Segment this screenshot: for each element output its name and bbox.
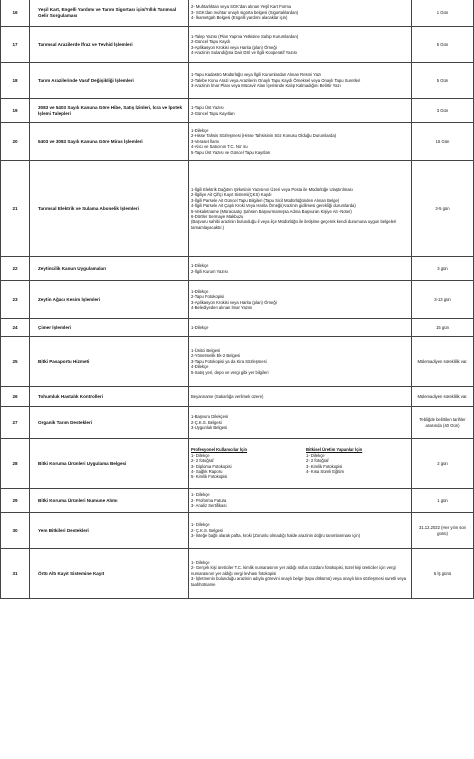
table-row — [1, 439, 474, 489]
table-body — [1, 0, 474, 599]
completion-time: 31.12.2022 (Her yılın son günü) — [412, 513, 474, 549]
document-item: 4-Dilekçe — [191, 364, 209, 370]
document-group-heading: Bitkisel Üretim Yapanlar İçin — [306, 447, 363, 453]
document-item: 2-Yönetmelik Ek-2 Belgesi — [191, 353, 241, 359]
service-name: Tarım Arazilerinde Vasıf Değişikliği İşlemleri — [30, 63, 189, 99]
required-documents — [189, 0, 412, 27]
document-item: 4- Kısa Süreli Eğitim — [306, 468, 344, 474]
table-row — [1, 407, 474, 439]
document-item: 1- Dilekçe — [191, 522, 210, 528]
document-item: 3- Analiz Sertifikası — [191, 503, 227, 509]
row-number: 18 — [1, 63, 30, 99]
document-item: 4- İkametgah Belgesi (Engelli yardımı alacaklar için) — [191, 15, 288, 21]
completion-time: 15 Gün — [412, 123, 474, 161]
completion-time: 3-5 gün — [412, 161, 474, 257]
required-documents — [189, 281, 412, 319]
document-item: 1-Dilekçe — [191, 263, 209, 269]
document-item: 2-Güncel Tapu Kaydı — [191, 39, 231, 45]
required-documents — [189, 319, 412, 337]
completion-time: 2 gün — [412, 439, 474, 489]
table-row — [1, 0, 474, 27]
document-item: 3- Diploma Fotokopisi — [191, 463, 232, 469]
required-documents — [189, 489, 412, 513]
required-documents — [189, 257, 412, 281]
document-item: 6-Dörtler Sermaye Makbuzu — [191, 213, 244, 219]
document-item: 1-Tapu Kadastro Müdürlüğü veya İlgili Kurumlardan Alınan Resmi Yazı — [191, 72, 322, 78]
table-row — [1, 63, 474, 99]
service-name: Bitki Pasaportu Hizmeti — [30, 337, 189, 387]
document-item: 3- Kimlik Fotokopisi — [306, 463, 343, 469]
service-name: Örtü Altı Kayıt Sistemine Kayıt — [30, 549, 189, 599]
table-row — [1, 319, 474, 337]
document-item: 5- Kimlik Fotokopisi — [191, 474, 228, 480]
table-row — [1, 123, 474, 161]
document-item: 3-Uygunluk Belgesi — [191, 425, 228, 431]
service-name: Organik Tarım Destekleri — [30, 407, 189, 439]
document-item: 4-Belediyeden alınan İmar Yazısı — [191, 304, 253, 310]
document-item: 1- Dilekçe — [191, 559, 210, 565]
document-item: 2- Proforma Fatura — [191, 497, 227, 503]
row-number: 24 — [1, 319, 30, 337]
completion-time: Mülemadiyen süreklilik var. — [412, 387, 474, 407]
document-item: 1- Dilekçe — [306, 452, 325, 458]
document-item: 3-Tapu Fotokopisi ya da Kira Sözleşmesi — [191, 358, 267, 364]
completion-time: 5 İş günü — [412, 549, 474, 599]
required-documents — [189, 407, 412, 439]
completion-time: Mülemadiyen süreklilik var. — [412, 337, 474, 387]
completion-time: 15 gün — [412, 319, 474, 337]
document-item: 2-İlgili Kurum Yazısı — [191, 268, 228, 274]
required-documents — [189, 439, 412, 489]
table-row — [1, 337, 474, 387]
row-number: 31 — [1, 549, 30, 599]
completion-time: 5 Gün — [412, 27, 474, 63]
row-number: 16 — [1, 0, 30, 27]
completion-time: 1 Gün — [412, 0, 474, 27]
required-documents — [189, 387, 412, 407]
document-item: 3- İşletmenin bulunduğu arazinin adıyla görevini onaylı belge (tapu dökümü) veya onaylı kira sözleşmesi suretli veya taahhütname — [191, 576, 407, 587]
table-row — [1, 549, 474, 599]
document-item: 1- Dilekçe — [191, 492, 210, 498]
completion-time: 5 Gün — [412, 63, 474, 99]
required-documents — [189, 549, 412, 599]
document-item: 2- 2 fotoğraf — [306, 458, 329, 464]
required-documents — [189, 161, 412, 257]
document-item: 2- Gerçek kişi üreticiler T.C. kimlik numarasının yer aldığı nüfus cüzdanı fotokopisi, tüzel kişi üreticiler için vergi numarasının yer aldığı vergi levhası fotokopisi — [191, 565, 396, 576]
document-item: 4-İlgili Parsele Ait Çaplı Kroki Veya Harita Örneği(Arazinin gidilmesi gerekliği durumlarda) — [191, 203, 356, 209]
document-item: 5-Tapu Üst Yazısı ve Güncel Tapu Kayıtları — [191, 149, 271, 155]
row-number: 25 — [1, 337, 30, 387]
service-name: 5403 ve 3083 Sayılı Kanuna Göre Miras İşlemleri — [30, 123, 189, 161]
table-row — [1, 513, 474, 549]
service-name: Tarımsal Arazilerde İfraz ve Tevhid İşlemleri — [30, 27, 189, 63]
document-item: 3- SGK'dan muhtar onaylı sigorta belgesi (Sigortalılardan) — [191, 9, 299, 15]
service-name: Çimer İşlemleri — [30, 319, 189, 337]
row-number: 17 — [1, 27, 30, 63]
table-row — [1, 387, 474, 407]
required-documents — [189, 123, 412, 161]
row-number: 21 — [1, 161, 30, 257]
completion-time: 1 gün — [412, 489, 474, 513]
service-name: Bitki Koruma Ürünleri Numune Alımı — [30, 489, 189, 513]
document-item: 2-Güncel Tapu Kayıtları — [191, 110, 235, 116]
service-name: Tarımsal Elektrik ve Sulama Abonelik İşlemleri — [30, 161, 189, 257]
service-name: Yem Bitkileri Destekleri — [30, 513, 189, 549]
row-number: 26 — [1, 387, 30, 407]
document-item: 4-Alıcı ve Satıcının T.C. No' su — [191, 144, 248, 150]
document-item: 5-Vekaletname (Müracaatçı Şahsen Başvurmamışsa Adına Başvuran Kişiye Ait -Noter) — [191, 208, 352, 214]
document-item: (Başvuru sahibi arazinin bulunduğu il veya ilçe Müdürlüğü ile iletişime geçerek kendi durumuna uygun belgeleri tamamlayacaktır.) — [191, 219, 397, 230]
row-number: 23 — [1, 281, 30, 319]
row-number: 27 — [1, 407, 30, 439]
service-name: Yeşil Kart, Engelli Yardımı ve Tarım Sigortası için/Yıllık Tarımsal Gelir Sorgulaması — [30, 0, 189, 27]
completion-time: Tebliğde belirtilen tarihler arasında (40 Gün) — [412, 407, 474, 439]
document-item: 3-Arazinin İmar Planı veya Mücavir Alan İçerisinde Kalıp Kalmadığını Belirtir Yazı — [191, 83, 341, 89]
row-number: 20 — [1, 123, 30, 161]
document-item: 2-Tapu Fotokopisi — [191, 294, 225, 300]
table-row — [1, 99, 474, 123]
document-item: 3-İlgili Parsele Ait Güncel Tapu Bilgileri (Tapu Sicil Müdürlüğünden Alınan Belge) — [191, 197, 340, 203]
document-item: 1-Dilekçe — [191, 288, 209, 294]
required-documents — [189, 99, 412, 123]
document-item: 1- Dilekçe — [191, 452, 210, 458]
row-number: 28 — [1, 439, 30, 489]
document-item: 4-Arazinin Sulandığına Dair DSİ ve İlgili Kooperatif Yazısı — [191, 49, 297, 55]
required-documents — [189, 513, 412, 549]
required-documents — [189, 337, 412, 387]
table-row — [1, 161, 474, 257]
document-item: 2-Talebe Konu Arazi veya Arazilerin Onaylı Tapu Kaydı Örneksel veya Onaylı Tapu Suretleri — [191, 77, 361, 83]
service-name: 3083 ve 5403 Sayılı Kanuna Göre Hibe, Satış İzinleri, İcra ve İpotek İşlemi Talepleri — [30, 99, 189, 123]
completion-time: 3 Gün — [412, 99, 474, 123]
document-item: 3-Aplikasyon Krokisi veya Harita (plan) Örneği — [191, 44, 277, 50]
table-row — [1, 27, 474, 63]
service-name: Tohumluk Hastalık Kontrolleri — [30, 387, 189, 407]
document-item: 1-Dilekçe — [191, 324, 209, 330]
document-item: 1-İlgili Elektrik Dağıtım Şirketinin Yazısının Üzeri veya Posta ile Müdürlüğe Ulaştırılması — [191, 186, 353, 192]
document-item: Beyanname (Sakarlığa verilmek üzere) — [191, 393, 264, 399]
table-row — [1, 257, 474, 281]
required-documents — [189, 63, 412, 99]
required-documents — [189, 27, 412, 63]
document-item: 2- Ç.K.S. Belgesi — [191, 527, 223, 533]
completion-time: 3 gün — [412, 257, 474, 281]
row-number: 22 — [1, 257, 30, 281]
document-item: 2- Muhtarlıktan veya SGK'dan alınan Yeşil Kart Formu — [191, 4, 292, 10]
table-row — [1, 489, 474, 513]
service-name: Zeytin Ağacı Kesim İşlemleri — [30, 281, 189, 319]
document-item: 2-Hisse Tahsis Sözleşmesi (Hisse Tahsisinin Söz Konusu Olduğu Durumlarda) — [191, 133, 337, 139]
completion-time: 3-13 gün — [412, 281, 474, 319]
document-item: 1-Talep Yazısı (Plan Yapma Yetkisine Sahip Kurumlardan) — [191, 33, 299, 39]
document-item: 1-Tapu Üst Yazısı — [191, 105, 224, 111]
document-item: 3- İsteğe bağlı olarak pafta, kroki (Zorunlu olmadığı halde arazinin doğru tanımlanması için) — [191, 533, 360, 539]
document-item: 2- 2 fotoğraf — [191, 458, 214, 464]
document-item: 1-Başvuru Dilekçesi — [191, 414, 229, 420]
row-number: 19 — [1, 99, 30, 123]
row-number: 29 — [1, 489, 30, 513]
table-row — [1, 281, 474, 319]
document-item: 5-Satış yeri, depo ve vergi gibi yer bilgileri — [191, 369, 269, 375]
document-item: 3-Veraset İlamı — [191, 138, 220, 144]
document-item: 2-Ç.K.S. Belgesi — [191, 419, 222, 425]
service-name: Bitki Koruma Ürünleri Uygulama Belgesi — [30, 439, 189, 489]
document-item: 4- Sağlık Raporu — [191, 468, 223, 474]
row-number: 30 — [1, 513, 30, 549]
document-item: 2-İlgiliye Ait Çiftçi Kayıt Sistemi(ÇKS) Kaydı — [191, 192, 272, 198]
document-group-heading: Profesyonel Kullanıcılar İçin — [191, 447, 248, 453]
document-item: 1-Ünitci Belgesi — [191, 347, 221, 353]
document-item: 1-Dilekçe — [191, 127, 209, 133]
service-name: Zeytincilik Kanun Uygulamaları — [30, 257, 189, 281]
document-item: 3-Aplikasyon Krokisi veya Harita (plan) Örneği — [191, 299, 277, 305]
